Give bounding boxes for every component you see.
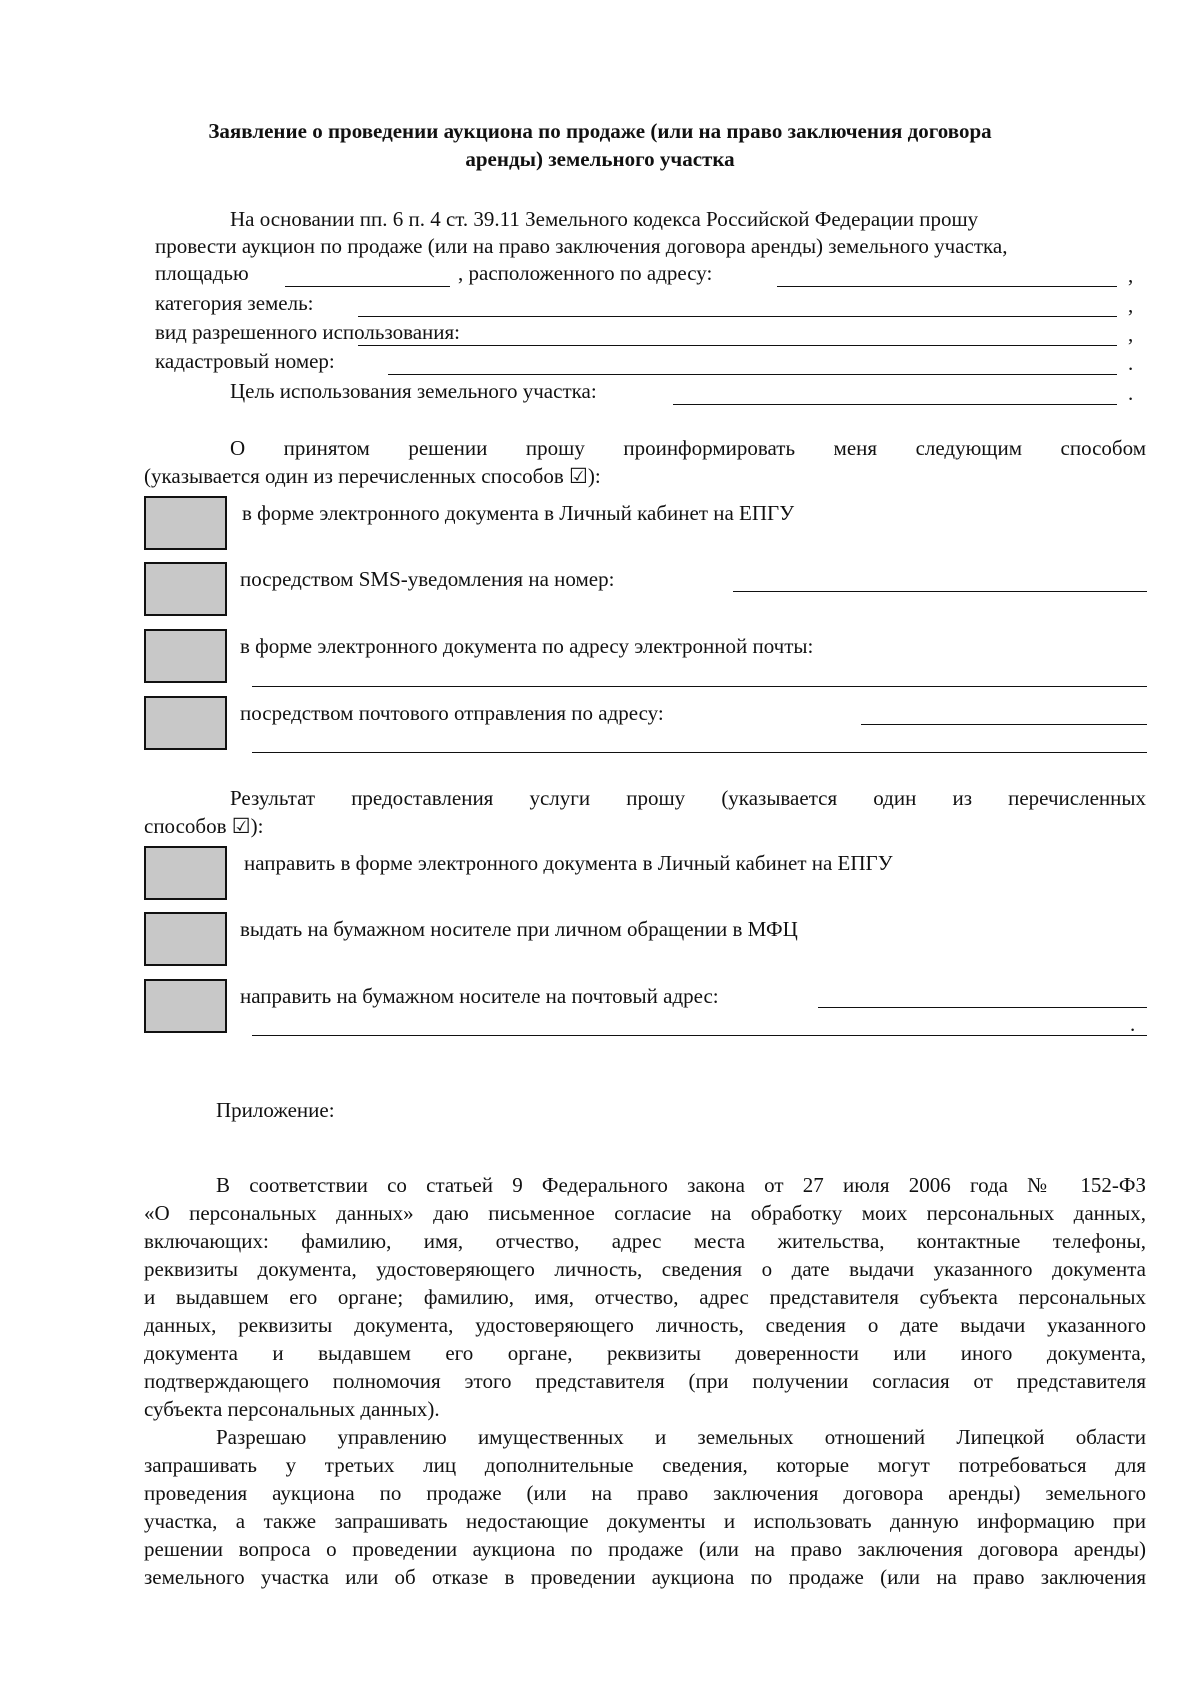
notify-option-email-label: в форме электронного документа по адресу электронной почты:	[240, 634, 814, 658]
consent-line-8: подтверждающего полномочия этого представителя (при получении согласия от представителя	[144, 1369, 1146, 1393]
notify-option-epgu-checkbox[interactable]	[144, 496, 227, 550]
result-post-address-field-2[interactable]	[252, 1035, 1147, 1036]
result-post-address-dot: .	[1130, 1012, 1136, 1036]
consent-line-4: реквизиты документа, удостоверяющего личность, сведения о дате выдачи указанного документа	[144, 1257, 1146, 1281]
permitted-use-comma: ,	[1128, 322, 1134, 346]
notify-heading-line-2: (указывается один из перечисленных способов ☑):	[144, 464, 601, 488]
post-address-field-2[interactable]	[252, 752, 1147, 753]
result-option-epgu-checkbox[interactable]	[144, 846, 227, 900]
category-label: категория земель:	[155, 291, 314, 315]
sms-number-field[interactable]	[733, 591, 1147, 592]
result-option-post-label: направить на бумажном носителе на почтовый адрес:	[240, 984, 719, 1008]
purpose-dot: .	[1128, 381, 1134, 405]
permission-line-3: проведения аукциона по продаже (или на право заключения договора аренды) земельного	[144, 1481, 1146, 1505]
consent-line-3: включающих: фамилию, имя, отчество, адрес места жительства, контактные телефоны,	[144, 1229, 1146, 1253]
result-post-address-field-1[interactable]	[818, 1007, 1147, 1008]
area-field[interactable]	[285, 286, 450, 287]
permitted-use-label: вид разрешенного использования:	[155, 320, 461, 344]
post-address-field-1[interactable]	[861, 724, 1147, 725]
notify-option-epgu-label: в форме электронного документа в Личный кабинет на ЕПГУ	[242, 501, 795, 525]
email-address-field[interactable]	[252, 686, 1147, 687]
permitted-use-field[interactable]	[358, 345, 1117, 346]
purpose-label: Цель использования земельного участка:	[230, 379, 597, 403]
cadastral-field[interactable]	[388, 374, 1117, 375]
area-label: площадью	[155, 261, 249, 285]
result-option-post-checkbox[interactable]	[144, 979, 227, 1033]
notify-option-post-checkbox[interactable]	[144, 696, 227, 750]
consent-line-6: данных, реквизиты документа, удостоверяющего личность, сведения о дате выдачи указанного	[144, 1313, 1146, 1337]
page-title-line-2: аренды) земельного участка	[465, 147, 735, 171]
notify-option-email-checkbox[interactable]	[144, 629, 227, 683]
category-comma: ,	[1128, 293, 1134, 317]
permission-line-4: участка, а также запрашивать недостающие документы и использовать данную информацию при	[144, 1509, 1146, 1533]
cadastral-label: кадастровый номер:	[155, 349, 335, 373]
consent-line-5: и выдавшем его органе; фамилию, имя, отчество, адрес представителя субъекта персональных	[144, 1285, 1146, 1309]
result-option-epgu-label: направить в форме электронного документа в Личный кабинет на ЕПГУ	[244, 851, 893, 875]
page-title-line-1: Заявление о проведении аукциона по продаже (или на право заключения договора	[208, 119, 992, 143]
permission-line-1: Разрешаю управлению имущественных и земельных отношений Липецкой области	[216, 1425, 1146, 1449]
intro-line-1: На основании пп. 6 п. 4 ст. 39.11 Земельного кодекса Российской Федерации прошу	[230, 207, 979, 231]
notify-option-sms-checkbox[interactable]	[144, 562, 227, 616]
consent-line-9: субъекта персональных данных).	[144, 1397, 440, 1421]
consent-line-1: В соответствии со статьей 9 Федерального закона от 27 июля 2006 года № 152-ФЗ	[216, 1173, 1146, 1197]
result-heading-line-1: Результат предоставления услуги прошу (указывается один из перечисленных	[230, 786, 1146, 810]
permission-line-2: запрашивать у третьих лиц дополнительные сведения, которые могут потребоваться для	[144, 1453, 1146, 1477]
notify-heading-line-1: О принятом решении прошу проинформировать меня следующим способом	[230, 436, 1146, 460]
permission-line-5: решении вопроса о проведении аукциона по продаже (или на право заключения договора аренды)	[144, 1537, 1146, 1561]
category-field[interactable]	[358, 316, 1117, 317]
address-comma: ,	[1128, 263, 1134, 287]
intro-line-2: провести аукцион по продаже (или на право заключения договора аренды) земельного участка,	[155, 234, 1008, 258]
address-field[interactable]	[777, 286, 1117, 287]
appendix-label: Приложение:	[216, 1098, 335, 1122]
address-label: , расположенного по адресу:	[458, 261, 713, 285]
result-option-mfc-checkbox[interactable]	[144, 912, 227, 966]
permission-line-6: земельного участка или об отказе в проведении аукциона по продаже (или на право заключения	[144, 1565, 1146, 1589]
cadastral-dot: .	[1128, 351, 1134, 375]
notify-option-post-label: посредством почтового отправления по адресу:	[240, 701, 664, 725]
consent-line-7: документа и выдавшем его органе, реквизиты доверенности или иного документа,	[144, 1341, 1146, 1365]
purpose-field[interactable]	[673, 404, 1117, 405]
result-heading-line-2: способов ☑):	[144, 814, 264, 838]
result-option-mfc-label: выдать на бумажном носителе при личном обращении в МФЦ	[240, 917, 798, 941]
consent-line-2: «О персональных данных» даю письменное согласие на обработку моих персональных данных,	[144, 1201, 1146, 1225]
notify-option-sms-label: посредством SMS-уведомления на номер:	[240, 567, 615, 591]
